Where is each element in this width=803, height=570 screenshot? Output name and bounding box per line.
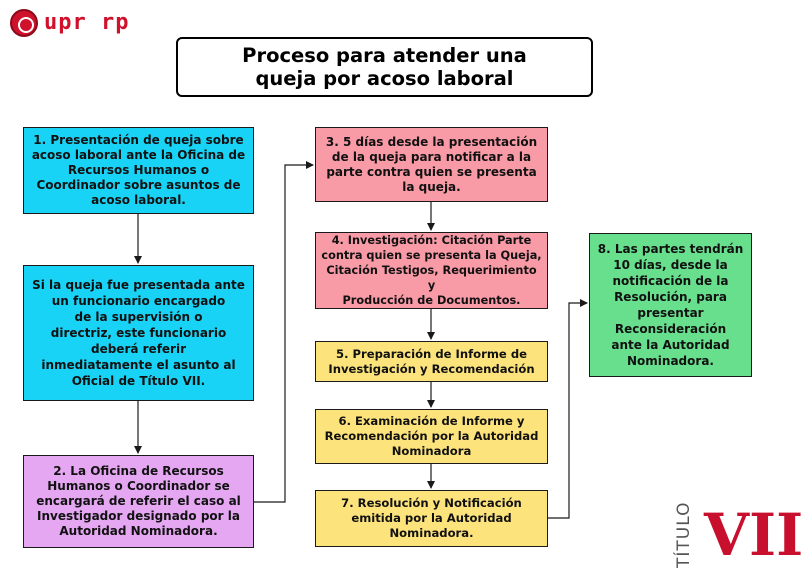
titulo-vertical-text: TÍTULO [674, 501, 694, 568]
arrow-7-to-8 [548, 303, 587, 518]
step-4-text: 4. Investigación: Citación Parte contra quien se presenta la Queja, Citación Testigos, Requerimiento y Producción de Documentos. [321, 234, 542, 307]
step-5-box [315, 341, 548, 382]
step-7-text: 7. Resolución y Notificación emitida por la Autoridad Nominadora. [341, 496, 522, 540]
titulo-vii-badge [672, 492, 803, 570]
arrow-2-to-3 [254, 165, 313, 502]
step-7-box [315, 490, 548, 547]
step-1-note-text: Si la queja fue presentada ante un funcionario encargado de la supervisión o directriz, este funcionario deberá referir inmediatamente el asunto al Oficial de Título VII. [32, 278, 245, 388]
step-1-box [23, 127, 254, 214]
vii-numeral: VII [704, 501, 803, 569]
step-2-box [23, 455, 254, 548]
step-1-text: 1. Presentación de queja sobre acoso laboral ante la Oficina de Recursos Humanos o Coordinador sobre asuntos de acoso laboral. [31, 133, 246, 207]
step-3-box [315, 127, 548, 202]
step-8-text: 8. Las partes tendrán 10 días, desde la notificación de la Resolución, para presentar Reconsideración ante la Autoridad Nominadora. [597, 242, 744, 368]
step-4-box [315, 232, 548, 309]
step-1-note-box [23, 265, 254, 401]
page-title: Proceso para atender una queja por acoso laboral [242, 44, 527, 90]
step-2-text: 2. La Oficina de Recursos Humanos o Coordinador se encargará de referir el caso al Investigador designado por la Autoridad Nominadora. [36, 464, 241, 538]
step-3-text: 3. 5 días desde la presentación de la queja para notificar a la parte contra quien se presenta la queja. [325, 134, 538, 194]
logo-text: upr rp [44, 10, 130, 35]
step-5-text: 5. Preparación de Informe de Investigación y Recomendación [328, 346, 535, 376]
step-6-text: 6. Examinación de Informe y Recomendación por la Autoridad Nominadora [324, 414, 539, 458]
step-6-box [315, 409, 548, 464]
step-8-box [589, 233, 752, 377]
